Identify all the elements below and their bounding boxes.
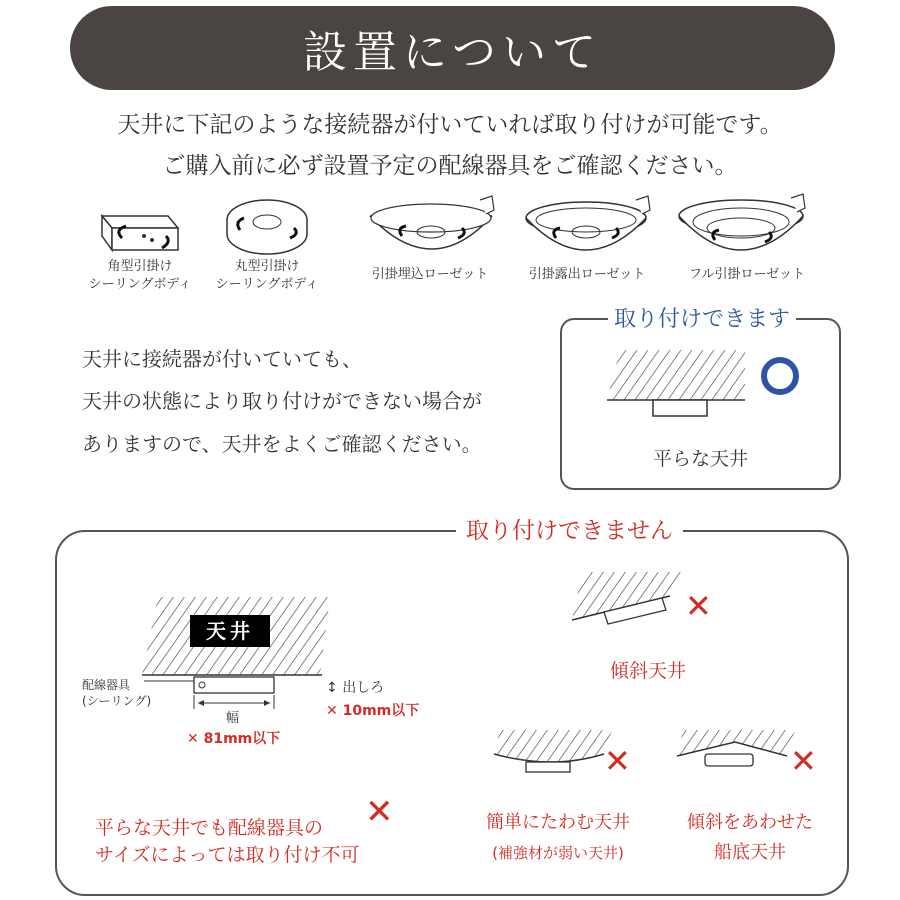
device-2-label: 丸型引掛け bbox=[234, 259, 300, 274]
sagging-ceiling-illustration bbox=[492, 730, 622, 780]
recessed-rosette-icon bbox=[362, 192, 502, 262]
page-title: 設置について bbox=[70, 6, 835, 90]
device-1-label: 角型引掛け bbox=[107, 259, 173, 274]
x-mark-icon: ✕ bbox=[187, 731, 199, 747]
notice-line-3: ありますので、天井をよくご確認ください。 bbox=[82, 432, 482, 456]
fixture-sublabel: (シーリング) bbox=[82, 694, 152, 708]
ok-circle-icon bbox=[764, 360, 796, 392]
protrusion-label: 出しろ bbox=[342, 680, 385, 696]
ok-caption: 平らな天井 bbox=[652, 448, 748, 470]
round-ceiling-body-icon bbox=[222, 196, 312, 260]
flat-ceiling-illustration bbox=[605, 348, 805, 423]
boat-caption-2: 船底天井 bbox=[714, 842, 786, 863]
sloped-caption: 傾斜天井 bbox=[609, 660, 686, 682]
exposed-rosette-icon bbox=[518, 192, 658, 262]
ceiling-label: 天井 bbox=[190, 615, 270, 647]
device-4-label: 引掛露出ローゼット bbox=[528, 267, 646, 282]
square-ceiling-body-icon bbox=[90, 198, 185, 258]
device-2-sublabel: シーリングボディ bbox=[215, 277, 319, 292]
notice-line-1: 天井に接続器が付いていても、 bbox=[82, 347, 362, 371]
updown-arrow-icon: ↕ bbox=[326, 680, 338, 696]
x-mark-icon: ✕ bbox=[685, 587, 712, 625]
ng-title: 取り付けできません bbox=[456, 512, 683, 545]
size-note-1: 平らな天井でも配線器具の bbox=[95, 817, 324, 839]
sagging-caption-1: 簡単にたわむ天井 bbox=[486, 812, 630, 833]
x-mark-icon: ✕ bbox=[326, 703, 338, 719]
notice-line-2: 天井の状態により取り付けができない場合が bbox=[82, 389, 482, 413]
width-label: 幅 bbox=[226, 711, 240, 726]
x-mark-icon: ✕ bbox=[604, 742, 631, 780]
x-mark-icon: ✕ bbox=[790, 742, 817, 780]
fixture-dimension-lines bbox=[140, 675, 340, 715]
full-rosette-icon bbox=[673, 192, 813, 264]
fixture-label: 配線器具 bbox=[82, 678, 131, 692]
device-5-label: フル引掛ローゼット bbox=[689, 267, 805, 282]
boat-ceiling-illustration bbox=[675, 730, 805, 780]
intro-line-2: ご購入前に必ず設置予定の配線器具をご確認ください。 bbox=[162, 153, 738, 179]
x-mark-icon: ✕ bbox=[365, 792, 394, 832]
width-limit: 81mm以下 bbox=[203, 731, 281, 747]
size-note-2: サイズによっては取り付け不可 bbox=[95, 844, 360, 866]
device-3-label: 引掛埋込ローゼット bbox=[371, 267, 489, 282]
intro-line-1: 天井に下記のような接続器が付いていれば取り付けが可能です。 bbox=[117, 112, 783, 138]
protrusion-limit: 10mm以下 bbox=[342, 703, 420, 719]
boat-caption-1: 傾斜をあわせた bbox=[687, 812, 813, 833]
sagging-caption-2: (補強材が弱い天井) bbox=[492, 844, 624, 862]
ok-title: 取り付けできます bbox=[608, 302, 796, 333]
device-1-sublabel: シーリングボディ bbox=[88, 277, 192, 292]
